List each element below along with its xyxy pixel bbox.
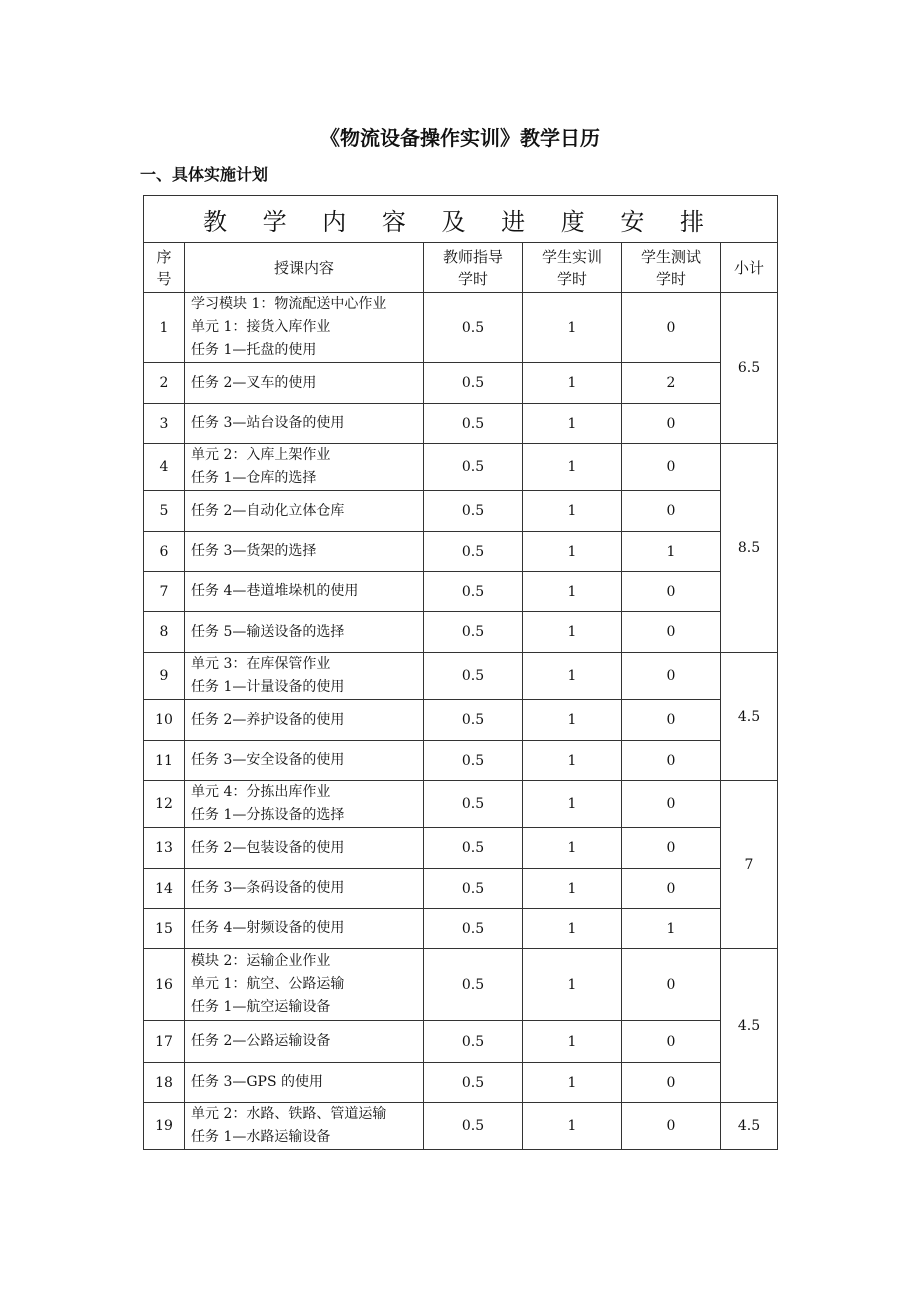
test-hours: 0 bbox=[622, 869, 721, 909]
practice-hours: 1 bbox=[523, 444, 622, 491]
header-test-hours bbox=[622, 243, 721, 293]
teacher-hours: 0.5 bbox=[424, 491, 523, 532]
teacher-hours: 0.5 bbox=[424, 828, 523, 869]
header-subtotal bbox=[721, 243, 778, 293]
lesson-content-line: 任务 2—自动化立体仓库 bbox=[191, 502, 345, 519]
row-number: 13 bbox=[144, 828, 185, 869]
table-row bbox=[144, 444, 778, 491]
table-row bbox=[144, 1063, 778, 1103]
table-row bbox=[144, 781, 778, 828]
header-teacher-hours-line: 学时 bbox=[457, 269, 488, 288]
lesson-content-line: 任务 1—计量设备的使用 bbox=[191, 679, 345, 695]
subtotal-cell: 7 bbox=[721, 781, 778, 949]
practice-hours: 1 bbox=[523, 781, 622, 828]
header-test-hours-line: 学生测试 bbox=[640, 247, 701, 266]
teacher-hours: 0.5 bbox=[424, 781, 523, 828]
test-hours: 0 bbox=[622, 404, 721, 444]
lesson-content bbox=[185, 1063, 424, 1103]
lesson-content-line: 学习模块 1：物流配送中心作业 bbox=[191, 296, 387, 312]
test-hours: 0 bbox=[622, 700, 721, 741]
teacher-hours: 0.5 bbox=[424, 293, 523, 363]
practice-hours: 1 bbox=[523, 949, 622, 1021]
teacher-hours: 0.5 bbox=[424, 532, 523, 572]
subtotal-cell: 4.5 bbox=[721, 949, 778, 1103]
practice-hours: 1 bbox=[523, 293, 622, 363]
test-hours: 0 bbox=[622, 293, 721, 363]
teacher-hours: 0.5 bbox=[424, 572, 523, 612]
row-number: 14 bbox=[144, 869, 185, 909]
test-hours: 0 bbox=[622, 491, 721, 532]
row-number: 3 bbox=[144, 404, 185, 444]
lesson-content bbox=[185, 869, 424, 909]
lesson-content-line: 任务 1—水路运输设备 bbox=[191, 1129, 331, 1145]
lesson-content-line: 任务 1—航空运输设备 bbox=[191, 999, 331, 1015]
practice-hours: 1 bbox=[523, 491, 622, 532]
lesson-content-line: 任务 1—分拣设备的选择 bbox=[191, 807, 345, 823]
header-no-line: 序 bbox=[156, 247, 172, 266]
row-number: 11 bbox=[144, 741, 185, 781]
lesson-content bbox=[185, 781, 424, 828]
table-row bbox=[144, 293, 778, 363]
test-hours: 0 bbox=[622, 444, 721, 491]
lesson-content bbox=[185, 741, 424, 781]
row-number: 7 bbox=[144, 572, 185, 612]
practice-hours: 1 bbox=[523, 404, 622, 444]
test-hours: 0 bbox=[622, 1103, 721, 1150]
test-hours: 0 bbox=[622, 1021, 721, 1063]
lesson-content bbox=[185, 612, 424, 653]
table-banner: 教 学 内 容 及 进 度 安 排 bbox=[144, 196, 778, 243]
header-test-hours-line: 学时 bbox=[655, 269, 686, 288]
table-row bbox=[144, 909, 778, 949]
table-body bbox=[144, 293, 778, 1150]
test-hours: 2 bbox=[622, 363, 721, 404]
practice-hours: 1 bbox=[523, 909, 622, 949]
lesson-content bbox=[185, 572, 424, 612]
table-row bbox=[144, 949, 778, 1021]
row-number: 5 bbox=[144, 491, 185, 532]
header-teacher-hours bbox=[424, 243, 523, 293]
test-hours: 1 bbox=[622, 532, 721, 572]
subtotal-cell: 4.5 bbox=[721, 653, 778, 781]
teacher-hours: 0.5 bbox=[424, 741, 523, 781]
lesson-content bbox=[185, 404, 424, 444]
teacher-hours: 0.5 bbox=[424, 363, 523, 404]
test-hours: 0 bbox=[622, 949, 721, 1021]
lesson-content bbox=[185, 700, 424, 741]
table-row bbox=[144, 612, 778, 653]
header-teacher-hours-line: 教师指导 bbox=[442, 247, 503, 266]
test-hours: 0 bbox=[622, 828, 721, 869]
teacher-hours: 0.5 bbox=[424, 1063, 523, 1103]
test-hours: 0 bbox=[622, 653, 721, 700]
lesson-content-line: 任务 4—巷道堆垛机的使用 bbox=[191, 583, 359, 599]
lesson-content-line: 任务 3—货架的选择 bbox=[191, 543, 317, 559]
row-number: 9 bbox=[144, 653, 185, 700]
lesson-content-line: 任务 1—仓库的选择 bbox=[191, 470, 317, 486]
row-number: 2 bbox=[144, 363, 185, 404]
table-row bbox=[144, 700, 778, 741]
lesson-content-line: 任务 4—射频设备的使用 bbox=[191, 920, 345, 936]
lesson-content bbox=[185, 828, 424, 869]
row-number: 15 bbox=[144, 909, 185, 949]
lesson-content bbox=[185, 1021, 424, 1063]
document-title: 《物流设备操作实训》教学日历 bbox=[320, 126, 600, 150]
table-row bbox=[144, 741, 778, 781]
header-subtotal-line: 小计 bbox=[734, 258, 765, 277]
teacher-hours: 0.5 bbox=[424, 1103, 523, 1150]
schedule-table bbox=[143, 195, 778, 1150]
subtotal-cell: 4.5 bbox=[721, 1103, 778, 1150]
row-number: 10 bbox=[144, 700, 185, 741]
lesson-content bbox=[185, 653, 424, 700]
lesson-content-line: 任务 5—输送设备的选择 bbox=[191, 623, 345, 640]
lesson-content-line: 单元 2：水路、铁路、管道运输 bbox=[191, 1106, 387, 1122]
practice-hours: 1 bbox=[523, 828, 622, 869]
row-number: 16 bbox=[144, 949, 185, 1021]
header-practice-hours bbox=[523, 243, 622, 293]
practice-hours: 1 bbox=[523, 1103, 622, 1150]
teacher-hours: 0.5 bbox=[424, 1021, 523, 1063]
lesson-content-line: 任务 2—养护设备的使用 bbox=[191, 711, 345, 728]
lesson-content bbox=[185, 532, 424, 572]
practice-hours: 1 bbox=[523, 363, 622, 404]
header-no-line: 号 bbox=[156, 269, 172, 288]
subtotal-cell: 6.5 bbox=[721, 293, 778, 444]
lesson-content-line: 任务 2—包装设备的使用 bbox=[191, 839, 345, 856]
section-heading: 一、具体实施计划 bbox=[140, 165, 269, 184]
table-header-row bbox=[144, 243, 778, 293]
lesson-content-line: 任务 2—公路运输设备 bbox=[191, 1033, 331, 1049]
lesson-content bbox=[185, 363, 424, 404]
header-content-line: 授课内容 bbox=[273, 258, 334, 277]
lesson-content bbox=[185, 949, 424, 1021]
teacher-hours: 0.5 bbox=[424, 404, 523, 444]
lesson-content-line: 模块 2：运输企业作业 bbox=[191, 953, 331, 969]
table-row bbox=[144, 532, 778, 572]
lesson-content-line: 单元 1：接货入库作业 bbox=[191, 319, 331, 335]
row-number: 1 bbox=[144, 293, 185, 363]
lesson-content-line: 任务 3—安全设备的使用 bbox=[191, 752, 345, 768]
practice-hours: 1 bbox=[523, 532, 622, 572]
practice-hours: 1 bbox=[523, 572, 622, 612]
teacher-hours: 0.5 bbox=[424, 444, 523, 491]
row-number: 8 bbox=[144, 612, 185, 653]
header-practice-hours-line: 学时 bbox=[556, 269, 587, 288]
lesson-content bbox=[185, 491, 424, 532]
lesson-content bbox=[185, 909, 424, 949]
teacher-hours: 0.5 bbox=[424, 612, 523, 653]
table-row bbox=[144, 572, 778, 612]
row-number: 4 bbox=[144, 444, 185, 491]
table-row bbox=[144, 869, 778, 909]
table-row bbox=[144, 653, 778, 700]
header-practice-hours-line: 学生实训 bbox=[541, 247, 602, 266]
teacher-hours: 0.5 bbox=[424, 653, 523, 700]
practice-hours: 1 bbox=[523, 741, 622, 781]
table-row bbox=[144, 404, 778, 444]
test-hours: 0 bbox=[622, 1063, 721, 1103]
lesson-content-line: 单元 4：分拣出库作业 bbox=[191, 784, 331, 800]
table-row bbox=[144, 828, 778, 869]
row-number: 6 bbox=[144, 532, 185, 572]
table-row bbox=[144, 491, 778, 532]
practice-hours: 1 bbox=[523, 1021, 622, 1063]
test-hours: 0 bbox=[622, 781, 721, 828]
lesson-content-line: 任务 1—托盘的使用 bbox=[191, 342, 317, 358]
lesson-content bbox=[185, 1103, 424, 1150]
teacher-hours: 0.5 bbox=[424, 700, 523, 741]
table-row bbox=[144, 363, 778, 404]
test-hours: 0 bbox=[622, 612, 721, 653]
teacher-hours: 0.5 bbox=[424, 949, 523, 1021]
lesson-content-line: 单元 1：航空、公路运输 bbox=[191, 976, 345, 992]
test-hours: 0 bbox=[622, 572, 721, 612]
teacher-hours: 0.5 bbox=[424, 869, 523, 909]
header-no bbox=[144, 243, 185, 293]
lesson-content-line: 单元 3：在库保管作业 bbox=[191, 656, 331, 672]
lesson-content-line: 任务 3—GPS 的使用 bbox=[191, 1074, 324, 1090]
teacher-hours: 0.5 bbox=[424, 909, 523, 949]
table-row bbox=[144, 1103, 778, 1150]
practice-hours: 1 bbox=[523, 869, 622, 909]
test-hours: 0 bbox=[622, 741, 721, 781]
lesson-content-line: 任务 2—叉车的使用 bbox=[191, 374, 317, 391]
subtotal-cell: 8.5 bbox=[721, 444, 778, 653]
lesson-content bbox=[185, 293, 424, 363]
test-hours: 1 bbox=[622, 909, 721, 949]
practice-hours: 1 bbox=[523, 700, 622, 741]
lesson-content-line: 单元 2：入库上架作业 bbox=[191, 447, 331, 463]
lesson-content bbox=[185, 444, 424, 491]
row-number: 17 bbox=[144, 1021, 185, 1063]
practice-hours: 1 bbox=[523, 612, 622, 653]
practice-hours: 1 bbox=[523, 1063, 622, 1103]
table-row bbox=[144, 1021, 778, 1063]
practice-hours: 1 bbox=[523, 653, 622, 700]
lesson-content-line: 任务 3—站台设备的使用 bbox=[191, 415, 345, 431]
row-number: 12 bbox=[144, 781, 185, 828]
lesson-content-line: 任务 3—条码设备的使用 bbox=[191, 880, 345, 896]
row-number: 19 bbox=[144, 1103, 185, 1150]
row-number: 18 bbox=[144, 1063, 185, 1103]
header-content bbox=[185, 243, 424, 293]
